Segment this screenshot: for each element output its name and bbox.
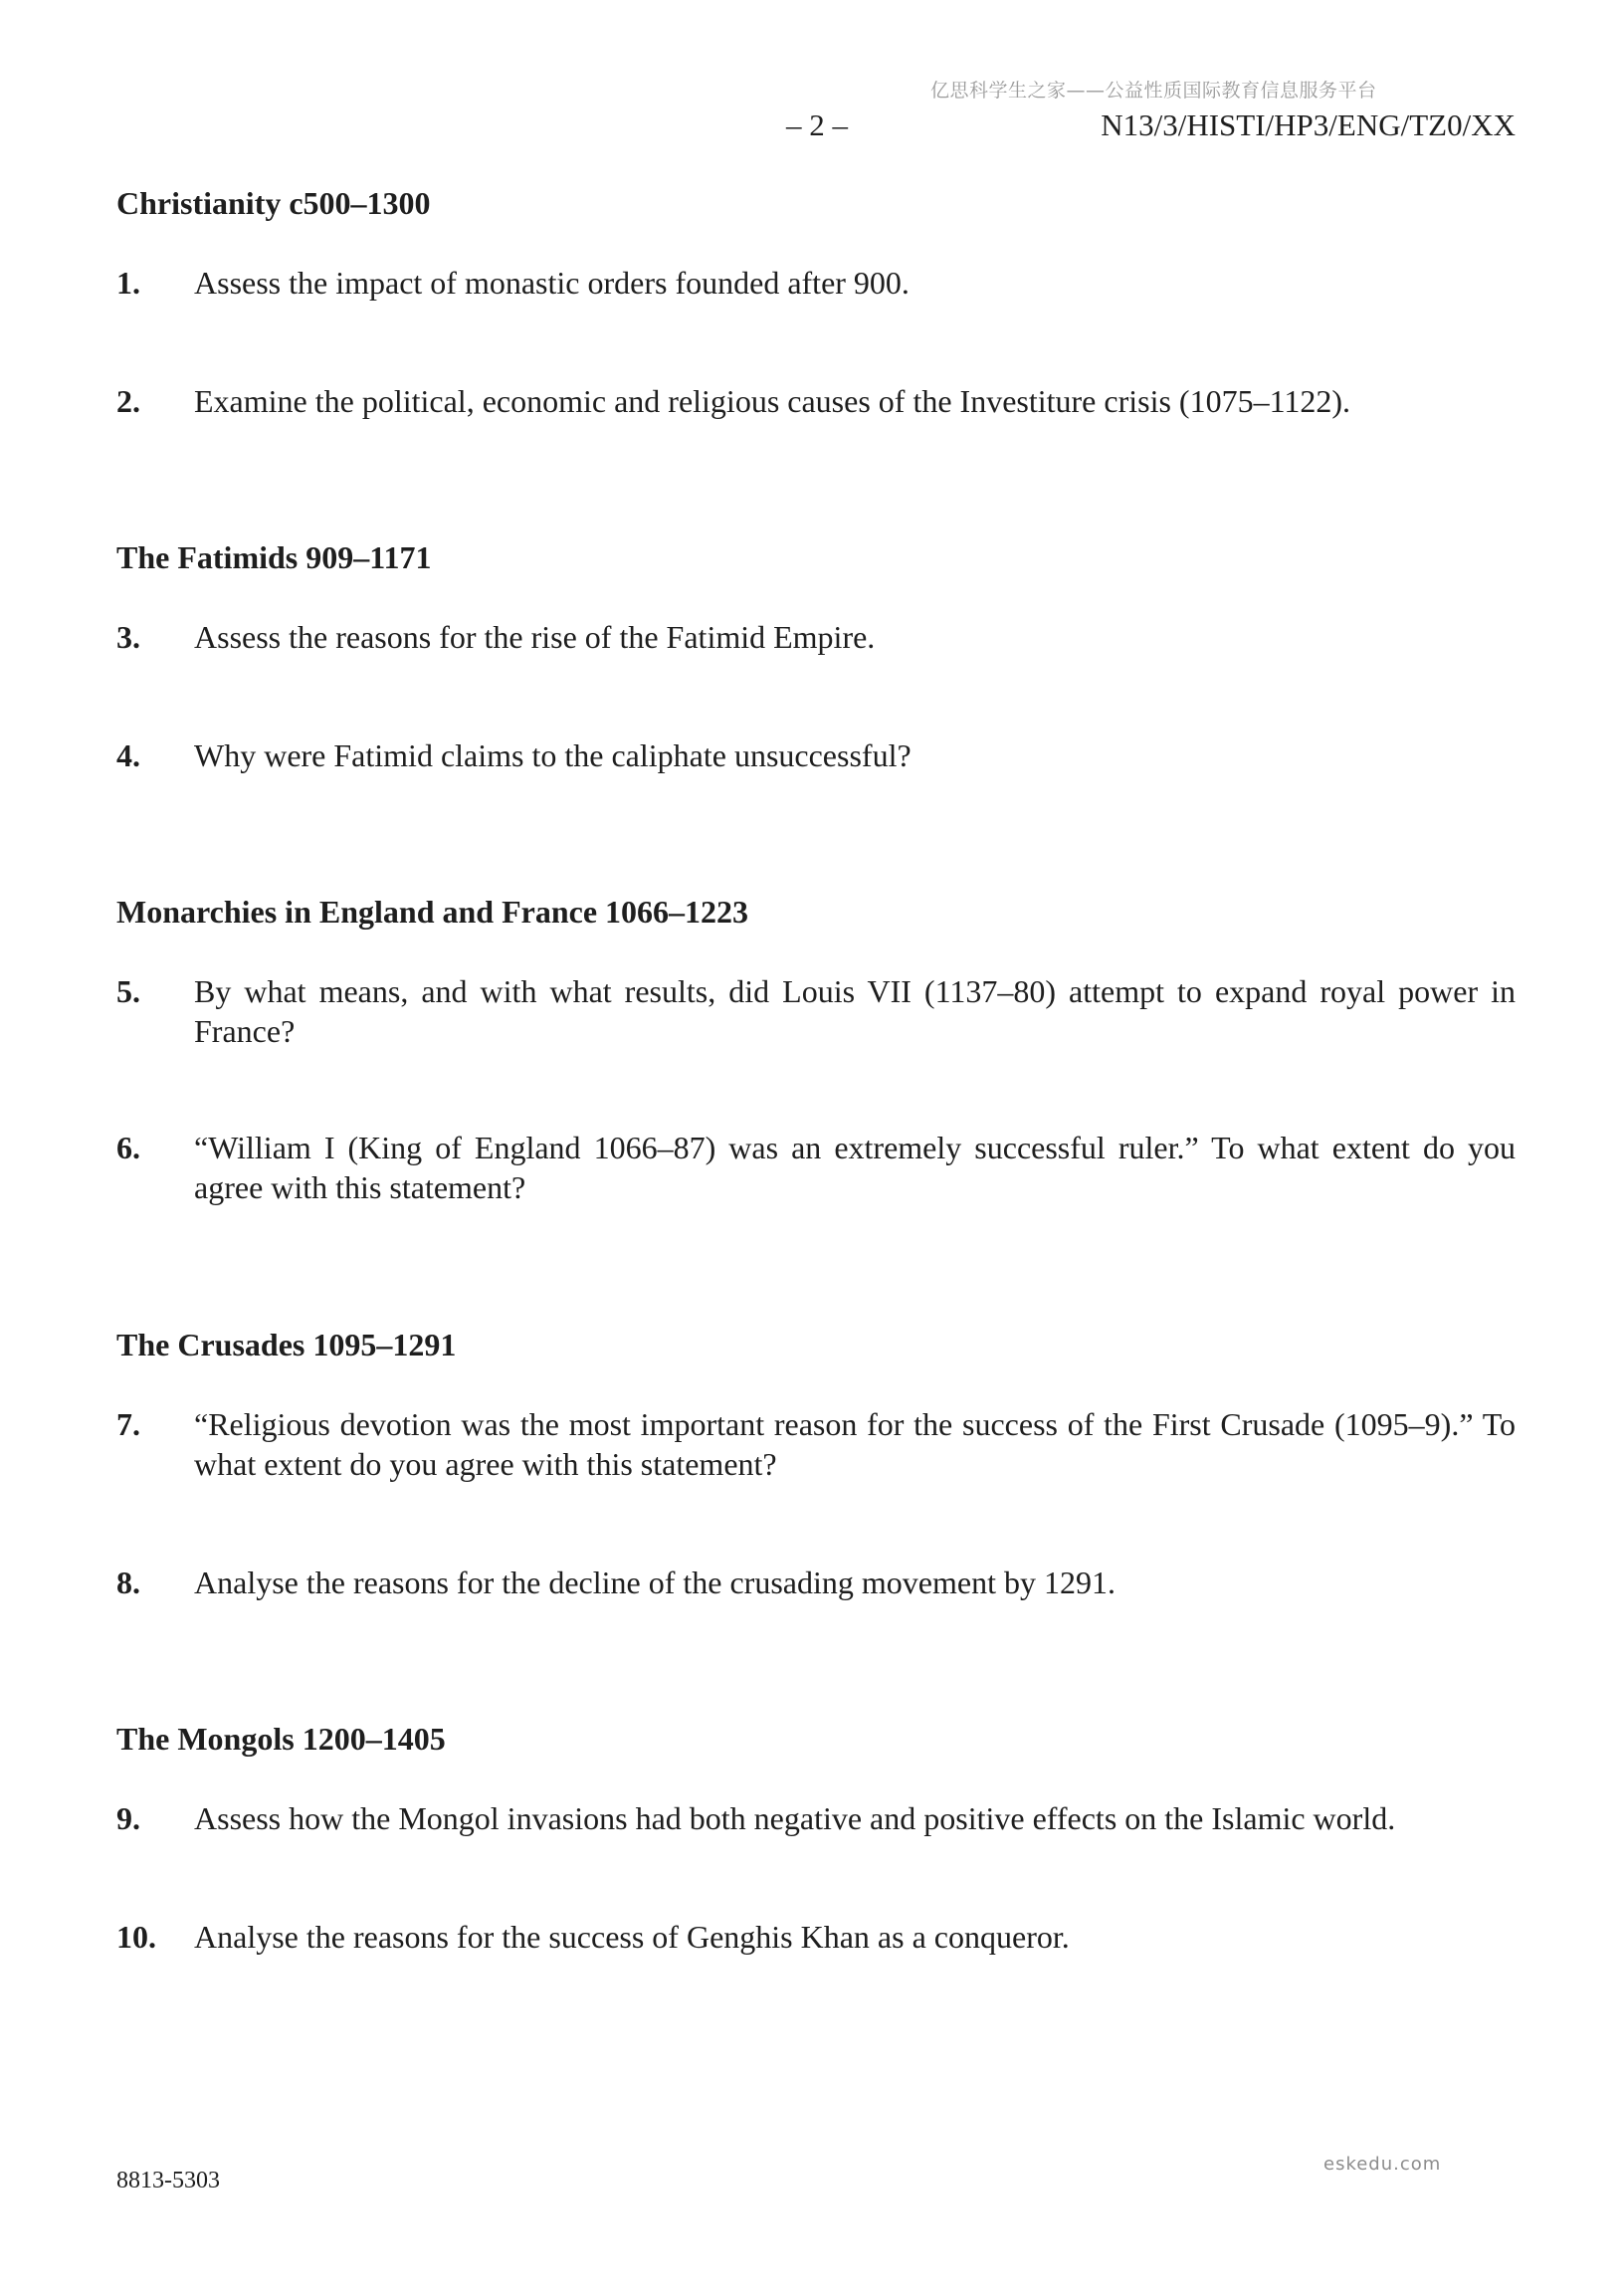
question-number: 9. bbox=[116, 1800, 140, 1836]
question bbox=[116, 735, 1516, 775]
footer-site: eskedu.com bbox=[1323, 2154, 1442, 2175]
question bbox=[116, 1563, 1516, 1602]
question-number: 7. bbox=[116, 1406, 140, 1442]
question bbox=[116, 617, 1516, 657]
question bbox=[116, 381, 1516, 421]
section-heading: Monarchies in England and France 1066–1223 bbox=[116, 894, 749, 930]
question-text: Assess the impact of monastic orders founded after 900. bbox=[194, 265, 910, 301]
section-heading: The Crusades 1095–1291 bbox=[116, 1327, 457, 1362]
question-number: 5. bbox=[116, 973, 140, 1009]
question-number: 8. bbox=[116, 1565, 140, 1600]
question bbox=[116, 1798, 1516, 1838]
question-text: Why were Fatimid claims to the caliphate unsuccessful? bbox=[194, 737, 912, 773]
question-number: 2. bbox=[116, 383, 140, 419]
section-heading: The Fatimids 909–1171 bbox=[116, 539, 432, 575]
question-number: 3. bbox=[116, 619, 140, 655]
question-text: Examine the political, economic and religious causes of the Investiture crisis (1075–1122). bbox=[194, 383, 1351, 419]
footer-code: 8813-5303 bbox=[116, 2168, 220, 2193]
section-heading: The Mongols 1200–1405 bbox=[116, 1721, 446, 1757]
question-text: By what means, and with what results, did Louis VII (1137–80) attempt to expand royal power in France? bbox=[194, 973, 1516, 1049]
question-text: “William I (King of England 1066–87) was an extremely successful ruler.” To what extent do you agree with this statement? bbox=[194, 1130, 1516, 1205]
question-text: Analyse the reasons for the success of Genghis Khan as a conqueror. bbox=[194, 1919, 1070, 1955]
question-text: “Religious devotion was the most important reason for the success of the First Crusade (1095–9).” To what extent do you agree with this statement? bbox=[194, 1406, 1516, 1482]
question-text: Assess how the Mongol invasions had both negative and positive effects on the Islamic world. bbox=[194, 1800, 1396, 1836]
question-number: 1. bbox=[116, 265, 140, 301]
question-text: Analyse the reasons for the decline of the crusading movement by 1291. bbox=[194, 1565, 1116, 1600]
page-number: – 2 – bbox=[786, 107, 848, 142]
question-number: 4. bbox=[116, 737, 140, 773]
watermark: 亿思科学生之家——公益性质国际教育信息服务平台 bbox=[930, 80, 1377, 102]
question bbox=[116, 1404, 1516, 1484]
question bbox=[116, 971, 1516, 1051]
section-heading: Christianity c500–1300 bbox=[116, 185, 431, 221]
question-number: 10. bbox=[116, 1919, 156, 1955]
question-text: Assess the reasons for the rise of the Fatimid Empire. bbox=[194, 619, 876, 655]
question bbox=[116, 1917, 1516, 1957]
question bbox=[116, 263, 1516, 303]
paper-code: N13/3/HISTI/HP3/ENG/TZ0/XX bbox=[1101, 107, 1516, 142]
question-number: 6. bbox=[116, 1130, 140, 1165]
question bbox=[116, 1128, 1516, 1207]
